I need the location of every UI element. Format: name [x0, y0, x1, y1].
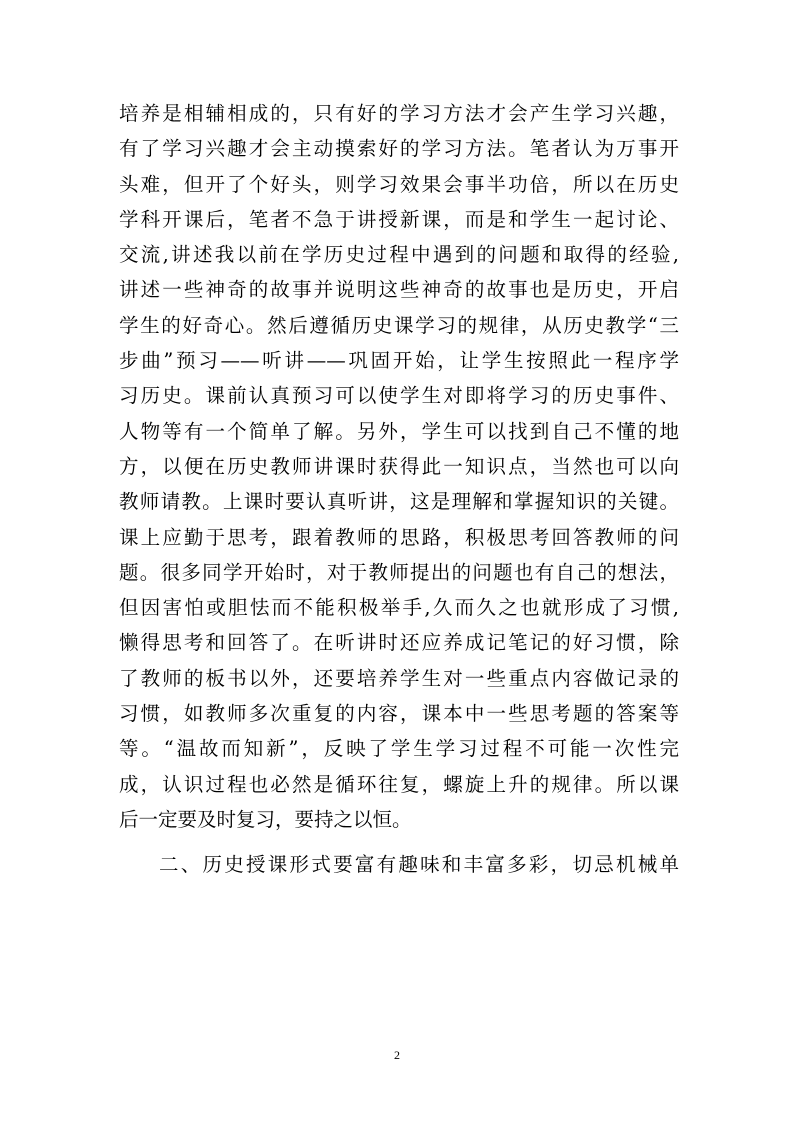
text-line: 学生的好奇心。然后遵循历史课学习的规律，从历史教学“三 [119, 313, 679, 337]
text-line: 讲述一些神奇的故事并说明这些神奇的故事也是历史，开启 [119, 278, 679, 302]
page-number: 2 [394, 1048, 400, 1062]
text-line: 交流,讲述我以前在学历史过程中遇到的问题和取得的经验, [119, 243, 679, 267]
text-line: 习惯，如教师多次重复的内容，课本中一些思考题的答案等 [119, 702, 679, 726]
text-line: 方，以便在历史教师讲课时获得此一知识点，当然也可以向 [119, 454, 679, 478]
paragraph-gap [119, 837, 679, 847]
text-line: 懒得思考和回答了。在听讲时还应养成记笔记的好习惯，除 [119, 631, 679, 655]
text-line: 题。很多同学开始时，对于教师提出的问题也有自己的想法， [119, 560, 679, 584]
text-line: 培养是相辅相成的，只有好的学习方法才会产生学习兴趣， [119, 102, 679, 125]
body-text [119, 96, 679, 883]
text-line: 等。“温故而知新”，反映了学生学习过程不可能一次性完 [119, 737, 679, 761]
text-line: 头难，但开了个好头，则学习效果会事半功倍，所以在历史 [119, 172, 679, 196]
text-line: 人物等有一个简单了解。另外，学生可以找到自己不懂的地 [119, 419, 679, 443]
text-line: 但因害怕或胆怯而不能积极举手,久而久之也就形成了习惯, [119, 596, 679, 620]
text-line: 习历史。课前认真预习可以使学生对即将学习的历史事件、 [119, 384, 679, 408]
text-line: 步曲”预习——听讲——巩固开始，让学生按照此一程序学 [119, 349, 679, 373]
text-line: 了教师的板书以外，还要培养学生对一些重点内容做记录的 [119, 666, 679, 690]
text-line: 教师请教。上课时要认真听讲，这是理解和掌握知识的关键。 [119, 490, 679, 514]
text-line: 有了学习兴趣才会主动摸索好的学习方法。笔者认为万事开 [119, 137, 679, 161]
text-line: 课上应勤于思考，跟着教师的思路，积极思考回答教师的问 [119, 525, 679, 549]
text-line: 成，认识过程也必然是循环往复，螺旋上升的规律。所以课 [119, 772, 679, 796]
section-heading-line: 二、历史授课形式要富有趣味和丰富多彩，切忌机械单 [159, 853, 679, 877]
text-line: 后一定要及时复习，要持之以恒。 [119, 807, 412, 831]
text-line: 学科开课后，笔者不急于讲授新课，而是和学生一起讨论、 [119, 207, 679, 231]
